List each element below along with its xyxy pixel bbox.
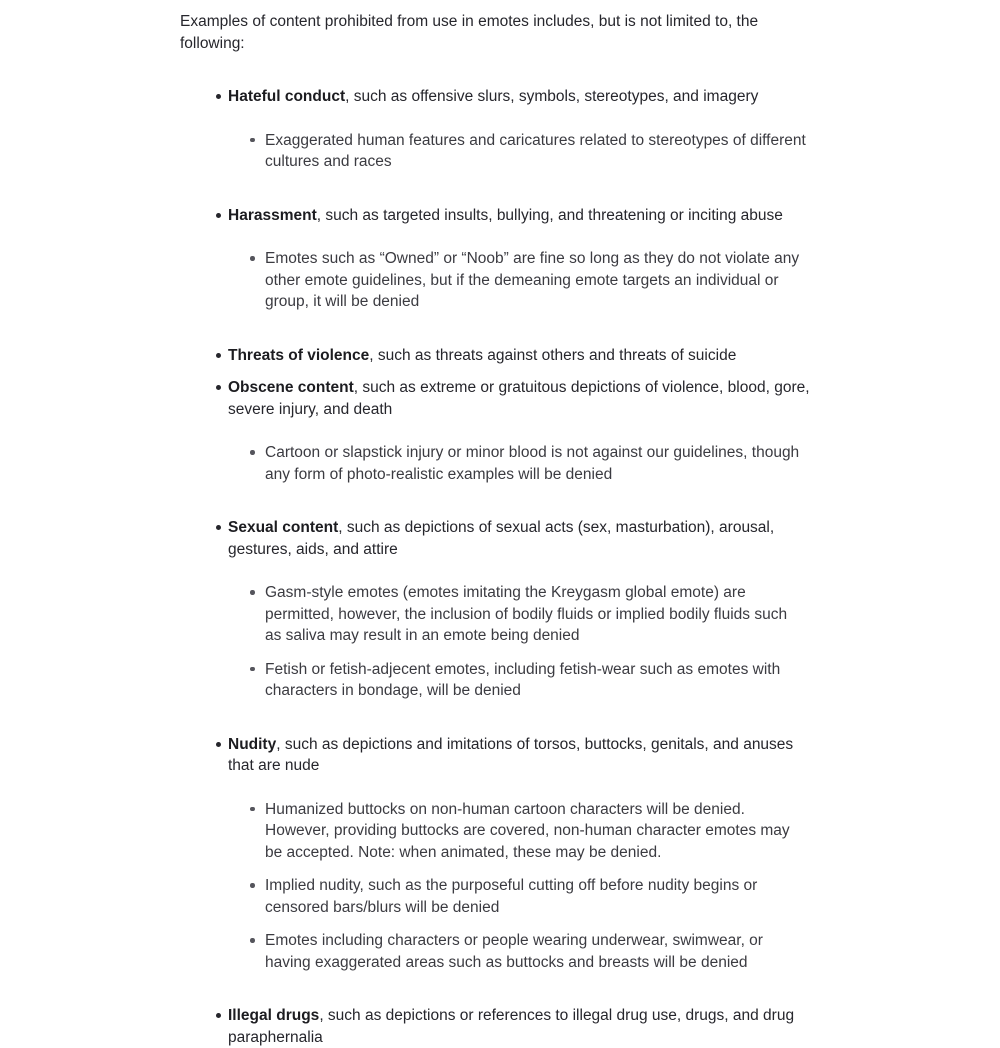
sub-list-item-text: Cartoon or slapstick injury or minor blood is not against our guidelines, though any form of photo-realistic examples will be denied <box>265 444 800 483</box>
list-item-rest: , such as extreme or gratuitous depictions of violence, blood, gore, severe injury, and death <box>228 379 810 418</box>
list-item-lead: Illegal drugs <box>228 1007 320 1024</box>
bullet-icon <box>250 590 255 595</box>
list-item-lead: Hateful conduct <box>228 88 346 105</box>
bullet-icon <box>216 94 221 99</box>
sub-list-item-text: Implied nudity, such as the purposeful cutting off before nudity begins or censored bars/blurs will be denied <box>265 877 758 916</box>
bullet-icon <box>216 353 221 358</box>
list-item-lead: Nudity <box>228 735 277 753</box>
sub-list-item <box>228 799 806 864</box>
sub-list-item-text: Emotes including characters or people wearing underwear, swimwear, or having exaggerated areas such as buttocks and breasts will be denied <box>265 932 763 971</box>
list-item-text <box>228 205 818 227</box>
bullet-icon <box>250 450 255 455</box>
list-item-text <box>228 1005 818 1048</box>
sub-list-item <box>228 582 806 647</box>
bullet-icon <box>250 667 255 672</box>
sub-list-item-text: Humanized buttocks on non-human cartoon characters will be denied. However, providing buttocks are covered, non-human character emotes may be accepted. Note: when animated, these may be denied. <box>265 800 790 861</box>
list-item-lead: Threats of violence <box>228 346 370 364</box>
sub-list-item-text: Fetish or fetish-adjecent emotes, including fetish-wear such as emotes with characters in bondage, will be denied <box>265 660 781 699</box>
sub-list <box>228 248 818 313</box>
sub-list-item-text: Gasm-style emotes (emotes imitating the Kreygasm global emote) are permitted, however, the inclusion of bodily fluids or implied bodily fluids such as saliva may result in an emote being denied <box>265 584 788 644</box>
list-item <box>180 86 818 173</box>
list-item <box>180 734 818 974</box>
sub-list <box>228 582 818 702</box>
sub-list <box>228 442 818 485</box>
list-item-rest: , such as offensive slurs, symbols, stereotypes, and imagery <box>345 88 759 105</box>
sub-list-item <box>228 930 806 973</box>
sub-list-item <box>228 875 806 918</box>
bullet-icon <box>250 938 255 943</box>
bullet-icon <box>250 883 255 888</box>
bullet-icon <box>250 807 255 812</box>
document-content <box>180 11 820 1048</box>
list-item-text <box>228 345 818 367</box>
bullet-icon <box>216 525 221 530</box>
sub-list-item-text: Exaggerated human features and caricatures related to stereotypes of different cultures and races <box>265 131 806 170</box>
list-item-rest: , such as depictions of sexual acts (sex, masturbation), arousal, gestures, aids, and attire <box>228 519 775 558</box>
list-item-rest: , such as depictions and imitations of torsos, buttocks, genitals, and anuses that are nude <box>228 735 794 774</box>
list-item-lead: Obscene content <box>228 379 354 396</box>
sub-list-item <box>228 659 806 702</box>
sub-list-item <box>228 130 806 173</box>
list-item-rest: , such as depictions or references to illegal drug use, drugs, and drug paraphernalia <box>228 1007 795 1046</box>
list-item-text <box>228 517 818 560</box>
bullet-icon <box>250 256 255 261</box>
list-item <box>180 345 818 367</box>
list-item-lead: Sexual content <box>228 519 339 536</box>
prohibited-content-list <box>180 86 820 1048</box>
bullet-icon <box>216 385 221 390</box>
bullet-icon <box>216 742 221 747</box>
list-item <box>180 377 818 485</box>
list-item <box>180 205 818 313</box>
intro-paragraph: Examples of content prohibited from use in emotes includes, but is not limited to, the following: <box>180 13 759 52</box>
list-item <box>180 517 818 702</box>
sub-list <box>228 799 818 974</box>
bullet-icon <box>216 1013 221 1018</box>
bullet-icon <box>216 213 221 218</box>
sub-list-item <box>228 248 806 313</box>
sub-list-item <box>228 442 806 485</box>
list-item-lead: Harassment <box>228 206 317 224</box>
list-item-text <box>228 734 818 777</box>
sub-list-item-text: Emotes such as “Owned” or “Noob” are fine so long as they do not violate any other emote guidelines, but if the demeaning emote targets an individual or group, it will be denied <box>265 250 800 310</box>
bullet-icon <box>250 138 255 143</box>
list-item-rest: , such as targeted insults, bullying, and threatening or inciting abuse <box>316 206 783 224</box>
list-item-text <box>228 86 818 108</box>
list-item-rest: , such as threats against others and threats of suicide <box>369 346 737 364</box>
list-item-text <box>228 377 818 420</box>
sub-list <box>228 130 818 173</box>
list-item <box>180 1005 818 1048</box>
